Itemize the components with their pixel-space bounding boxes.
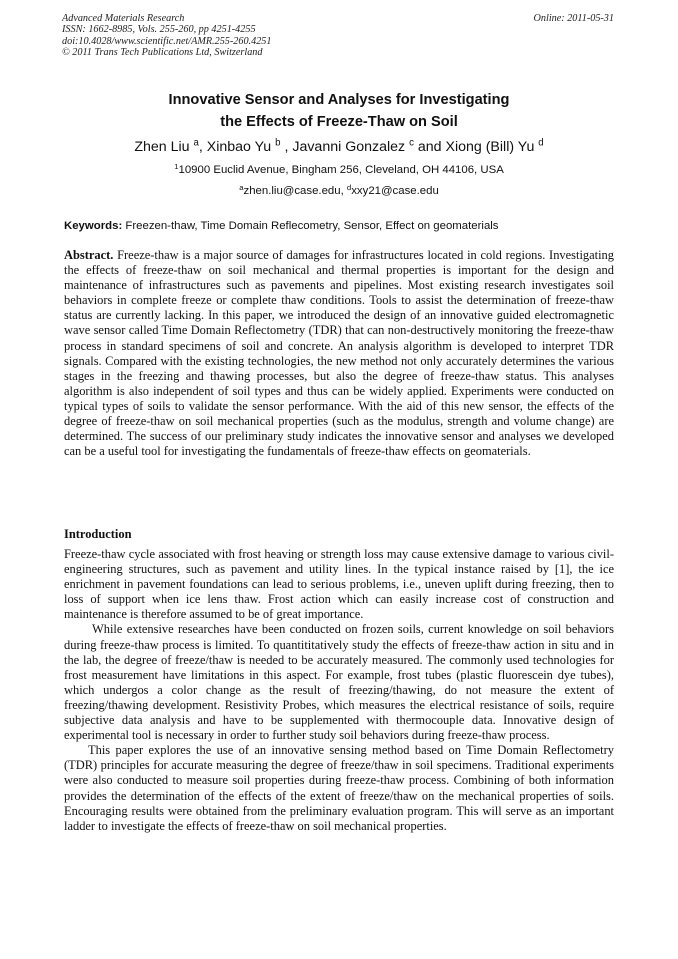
author-name: Xiong (Bill) Yu [445,139,535,155]
author-superscript: a [193,137,199,149]
title-line-2: the Effects of Freeze-Thaw on Soil [220,114,458,130]
author-emails [0,184,678,199]
affiliation-address: 10900 Euclid Avenue, Bingham 256, Cleveland, OH 44106, USA [178,164,504,176]
keywords-label: Keywords: [64,220,123,232]
author-superscript: c [409,137,414,149]
section-heading-introduction: Introduction [64,527,132,541]
keywords [64,219,616,234]
title-line-1: Innovative Sensor and Analyses for Investigating [168,92,510,108]
author-superscript: d [538,137,544,149]
email-separator: , [340,185,347,197]
author-separator: , [198,139,207,155]
keywords-text: Freezen-thaw, Time Domain Reflecometry, Sensor, Effect on geomaterials [122,220,499,232]
author-name: Xinbao Yu [206,139,272,155]
author-separator: and [413,139,446,155]
email-link[interactable]: zhen.liu@case.edu [243,185,341,197]
paragraph: Freeze-thaw cycle associated with frost heaving or strength loss may cause extensive damage to various civil-engineering structures, such as pavement and utility lines. In the typical instance raised by [1], the ice enrichment in pavement foundations can lead to serious problems, i.e., uneven uplift during freezing, then to loss of support when ice lens thaw. Frost action which can easily increase cost of construction and maintenance is therefore assumed to be of great importance. [64,547,614,622]
copyright-line: © 2011 Trans Tech Publications Ltd, Switzerland [62,47,263,59]
email-link[interactable]: xxy21@case.edu [351,185,439,197]
issn-line: ISSN: 1662-8985, Vols. 255-260, pp 4251-4255 [62,24,256,36]
journal-name: Advanced Materials Research [62,13,185,24]
paragraph: While extensive researches have been conducted on frozen soils, current knowledge on soil behaviors during freeze-thaw process is limited. To quantititatively study the effects of freeze-thaw action in situ and in the lab, the degree of freeze/thaw is needed to be accurately measured. The commonly used technologies for frost measurement have limitations in this aspect. For example, frost tubes (plastic fluorescein dye tubes), which undergos a color change as the result of freezing/thawing, do not measure the extent of freezing/thawing development. Resistivity Probes, which measures the electrical resistance of soils, require subjective data analysis and have to be supplemented with thermocouple data. Innovative design of experimental tool is necessary in order to further study soil behaviors during freeze-thaw process. [64,622,614,743]
email-superscript: d [346,182,352,192]
doi-line: doi:10.4028/www.scientific.net/AMR.255-260.4251 [62,35,272,47]
paper-title [0,89,678,133]
author-list [0,138,678,156]
abstract [64,248,614,459]
paragraph: This paper explores the use of an innovative sensing method based on Time Domain Reflectometry (TDR) principles for accurate measuring the degree of freeze/thaw in soil specimens. Traditional experiments were also conducted to measure soil properties during freeze-thaw process. Combining of both information provides the determination of the effects of the extent of freeze/thaw on the mechanical properties of soils. Encouraging results were obtained from the preliminary evaluation program. This will serve as an important ladder to investigate the effects of freeze-thaw on soil mechanical properties. [64,743,614,833]
abstract-text: Freeze-thaw is a major source of damages for infrastructures located in cold regions. Investigating the effects of freeze-thaw on soil mechanical and thermal properties is important for the design and maintenance of infrastructures such as pavements and pipelines. Most existing research investigates soil behaviors in complete freeze or complete thaw conditions. Tools to assist the determination of freeze-thaw status are currently lacking. In this paper, we introduced the design of an innovative guided electromagnetic wave sensor called Time Domain Reflectometry (TDR) that can non-destructively monitoring the freeze-thaw process in standard specimens of soil and concrete. An analysis algorithm is developed to interpret TDR signals. Compared with the existing technologies, the new method not only accurately determines the various stages in the freezing and thawing processes, but also the degree of freeze-thaw status. This analyses algorithm is also independent of soil types and thus can be widely applied. Experiments were conducted on typical types of soils to validate the sensor performance. With the aid of this new sensor, the effects of the degree of freeze-thaw on soil mechanical properties (such as the modulus, strength and volume change) are determined. The success of our preliminary study indicates the innovative sensor and analyses we developed can be a useful tool for investigating the fundamentals of freeze-thaw effects on geomaterials. [64,248,614,459]
author-name: Zhen Liu [134,139,190,155]
introduction-section [64,547,614,834]
journal-header [62,13,614,59]
online-date: Online: 2011-05-31 [533,13,614,24]
author-separator: , [280,139,293,155]
author-name: Javanni Gonzalez [292,139,406,155]
abstract-label: Abstract. [64,248,114,262]
email-superscript: a [239,182,244,192]
affiliation-superscript: 1 [174,161,179,171]
author-superscript: b [275,137,281,149]
affiliation [0,163,678,178]
